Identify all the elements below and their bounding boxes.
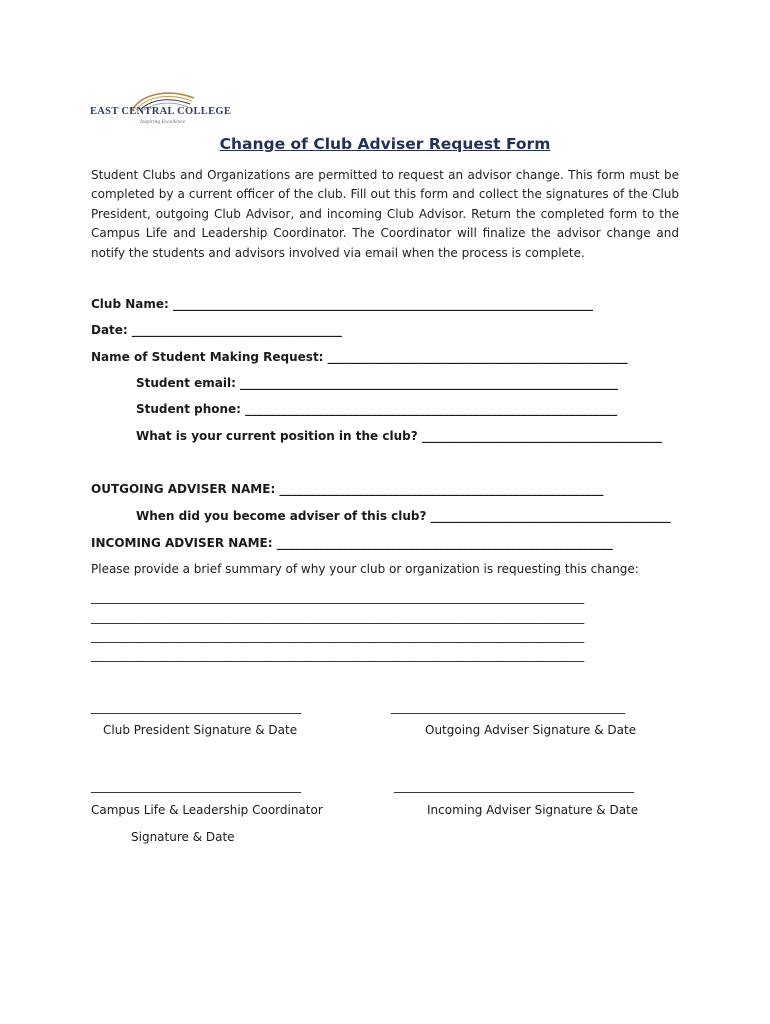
current-position-field[interactable]: What is your current position in the club? ________________________________________ bbox=[136, 429, 662, 443]
page-title: Change of Club Adviser Request Form bbox=[219, 135, 551, 153]
president-signature-label: Club President Signature & Date bbox=[103, 723, 298, 737]
date-field[interactable]: Date: ___________________________________ bbox=[91, 323, 342, 337]
coordinator-signature-label: Campus Life & Leadership Coordinator bbox=[91, 803, 323, 817]
college-logo bbox=[90, 90, 230, 126]
coordinator-signature-label-line2: Signature & Date bbox=[131, 830, 235, 844]
logo-tagline: Inspiring Excellence bbox=[140, 119, 186, 125]
incoming-adviser-field[interactable]: INCOMING ADVISER NAME: ________________________________________________________ bbox=[91, 536, 613, 550]
student-phone-field[interactable]: Student phone: ______________________________________________________________ bbox=[136, 402, 618, 416]
club-name-field[interactable]: Club Name: ______________________________________________________________________ bbox=[91, 297, 593, 311]
summary-prompt: Please provide a brief summary of why your club or organization is requesting this change: bbox=[91, 562, 639, 576]
intro-paragraph: Student Clubs and Organizations are permitted to request an advisor change. This form must be completed by a current officer of the club. Fill out this form and collect the signatures of the Club President, outgoing Club Advisor, and incoming Club Advisor. Return the completed form to the Campus Life and Leadership Coordinator. The Coordinator will finalize the advisor change and notify the students and advisors involved via email when the process is complete. bbox=[91, 168, 679, 260]
summary-line[interactable]: _____________________________________________________________________________________ bbox=[91, 648, 585, 662]
logo-name: EAST CENTRAL COLLEGE bbox=[90, 106, 232, 117]
incoming-signature-label: Incoming Adviser Signature & Date bbox=[427, 803, 639, 817]
summary-line[interactable]: _____________________________________________________________________________________ bbox=[91, 590, 585, 604]
coordinator-signature-line[interactable]: ___________________________________ bbox=[91, 779, 301, 793]
student-email-field[interactable]: Student email: _______________________________________________________________ bbox=[136, 376, 619, 390]
incoming-signature-line[interactable]: ________________________________________ bbox=[394, 779, 634, 793]
summary-line[interactable]: _____________________________________________________________________________________ bbox=[91, 629, 585, 643]
outgoing-adviser-field[interactable]: OUTGOING ADVISER NAME: ______________________________________________________ bbox=[91, 482, 604, 496]
outgoing-signature-line[interactable]: _______________________________________ bbox=[391, 700, 625, 714]
outgoing-since-field[interactable]: When did you become adviser of this club? ________________________________________ bbox=[136, 509, 671, 523]
summary-line[interactable]: _____________________________________________________________________________________ bbox=[91, 610, 585, 624]
outgoing-signature-label: Outgoing Adviser Signature & Date bbox=[425, 723, 637, 737]
president-signature-line[interactable]: ___________________________________ bbox=[91, 700, 301, 714]
student-name-field[interactable]: Name of Student Making Request: __________________________________________________ bbox=[91, 350, 628, 364]
